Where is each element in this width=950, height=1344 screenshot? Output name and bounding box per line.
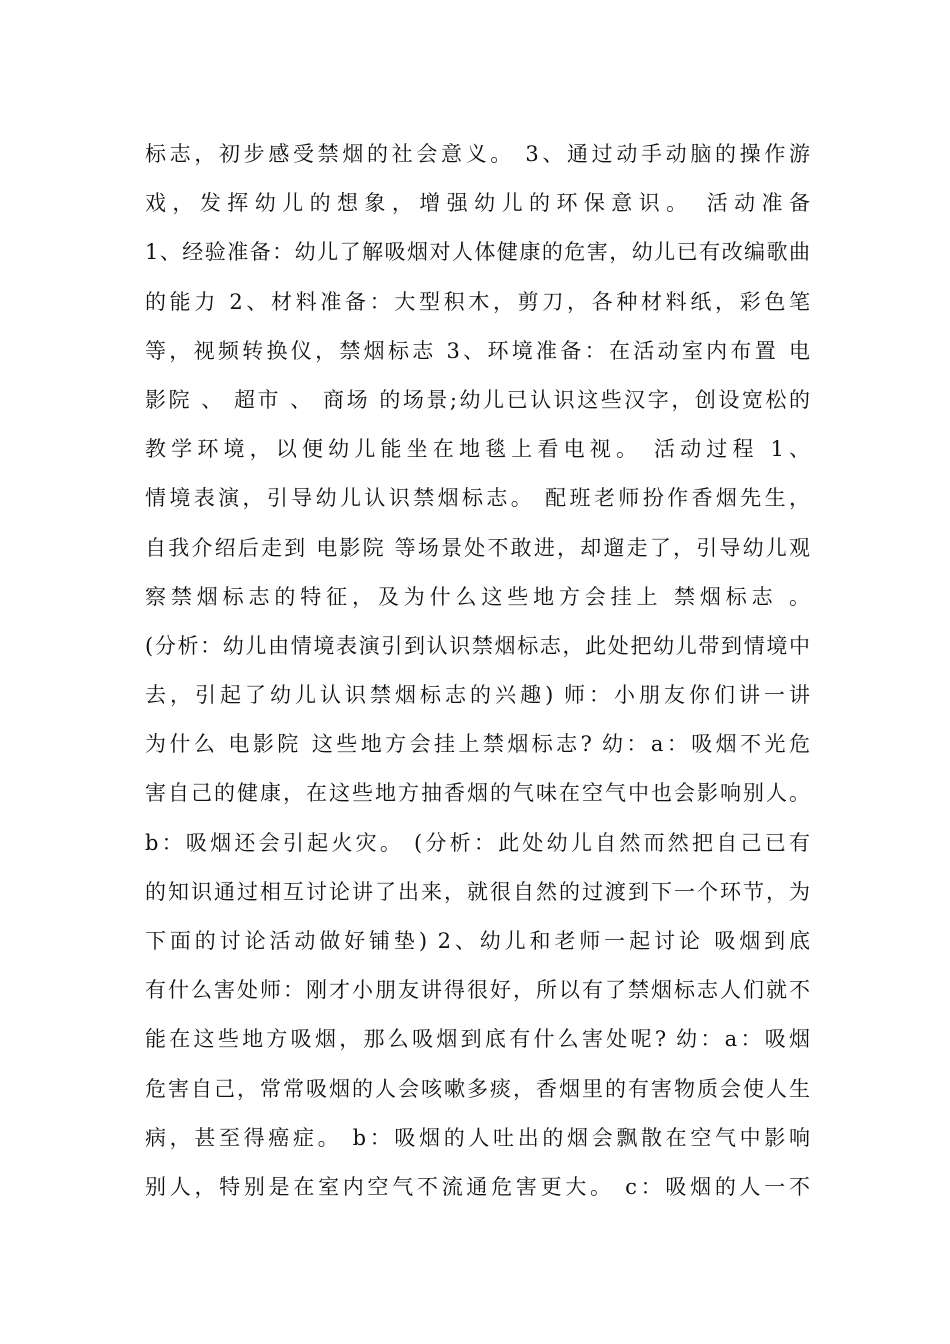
text-line: 1、经验准备：幼儿了解吸烟对人体健康的危害，幼儿已有改编歌曲 [145, 240, 810, 265]
text-line: 自我介绍后走到 电影院 等场景处不敢进，却遛走了，引导幼儿观 [145, 535, 810, 560]
text-line: 教学环境，以便幼儿能坐在地毯上看电视。 活动过程 1、 [145, 437, 810, 462]
text-line: 标志，初步感受禁烟的社会意义。 3、通过动手动脑的操作游 [145, 142, 810, 166]
text-line: 情境表演，引导幼儿认识禁烟标志。 配班老师扮作香烟先生， [145, 486, 810, 511]
text-line: 下面的讨论活动做好铺垫) 2、幼儿和老师一起讨论 吸烟到底 [145, 929, 810, 953]
text-line: 害自己的健康，在这些地方抽香烟的气味在空气中也会影响别人。 [145, 781, 810, 806]
text-line: b：吸烟还会引起火灾。 (分析：此处幼儿自然而然把自己已有 [145, 830, 810, 855]
text-line: 戏，发挥幼儿的想象，增强幼儿的环保意识。 活动准备 [145, 191, 810, 216]
text-line: 影院 、 超市 、 商场 的场景;幼儿已认识这些汉字，创设宽松的 [145, 387, 810, 412]
text-line: 的知识通过相互讨论讲了出来，就很自然的过渡到下一个环节，为 [145, 879, 810, 904]
text-line: 的能力 2、材料准备：大型积木，剪刀，各种材料纸，彩色笔 [145, 289, 810, 314]
text-line: 等，视频转换仪，禁烟标志 3、环境准备：在活动室内布置 电 [145, 338, 810, 363]
text-line: 别人，特别是在室内空气不流通危害更大。 c：吸烟的人一不 [145, 1174, 810, 1199]
text-line: 危害自己，常常吸烟的人会咳嗽多痰，香烟里的有害物质会使人生 [145, 1076, 810, 1101]
text-line: 去，引起了幼儿认识禁烟标志的兴趣) 师：小朋友你们讲一讲 [145, 683, 810, 708]
text-line: (分析：幼儿由情境表演引到认识禁烟标志，此处把幼儿带到情境中 [145, 633, 810, 658]
body-text [145, 130, 810, 1212]
text-line: 为什么 电影院 这些地方会挂上禁烟标志? 幼：a：吸烟不光危 [145, 732, 810, 757]
text-line: 病，甚至得癌症。 b：吸烟的人吐出的烟会飘散在空气中影响 [145, 1125, 810, 1150]
text-line: 察禁烟标志的特征，及为什么这些地方会挂上 禁烟标志 。 [145, 584, 810, 609]
text-line: 有什么害处师：刚才小朋友讲得很好，所以有了禁烟标志人们就不 [145, 978, 810, 1003]
text-line: 能在这些地方吸烟，那么吸烟到底有什么害处呢? 幼：a：吸烟 [145, 1027, 810, 1052]
